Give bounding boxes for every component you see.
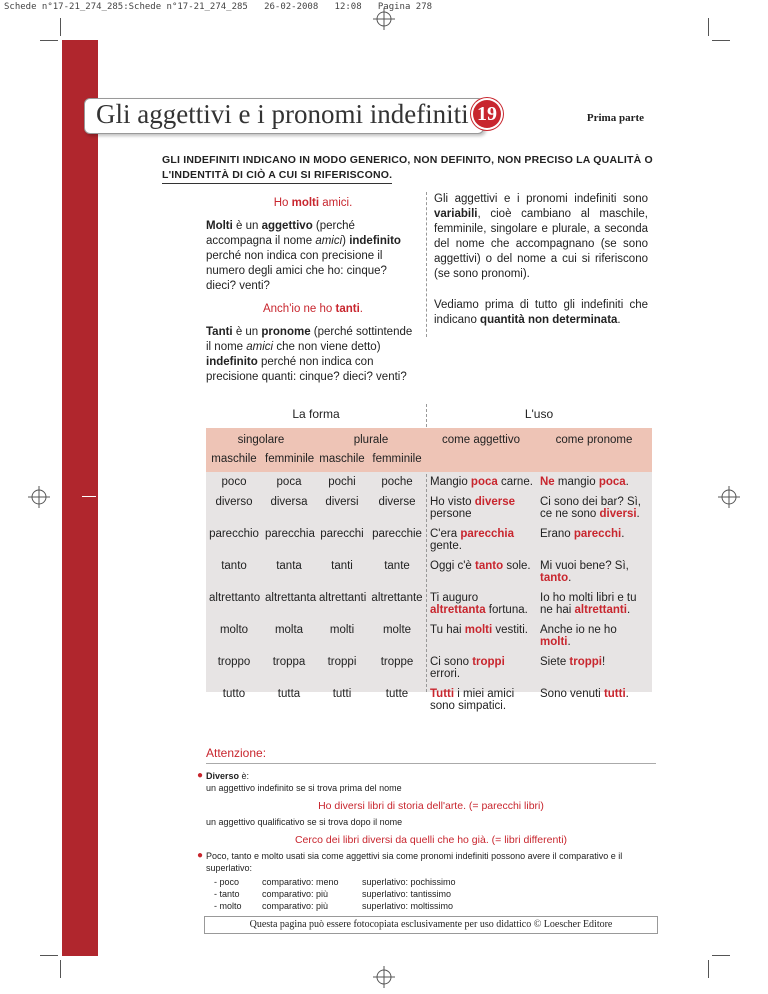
form-cell: parecchia: [265, 528, 315, 540]
form-cell: diverse: [378, 496, 416, 508]
gender-row-fill: [426, 452, 652, 472]
crop-mark: [60, 960, 61, 978]
table-row: [206, 472, 652, 492]
explanation-2: Tanti è un pronome (perché sottintende il nome amici che non viene detto) indefinito perché non indica con precisione quanti: cinque? dieci? venti?: [206, 326, 413, 383]
example-1: Ho molti amici.: [273, 197, 353, 209]
aggettivo-example: Oggi c'è tanto sole.: [430, 560, 531, 572]
form-cell: molti: [329, 624, 355, 636]
example-2: Anch'io ne ho tanti.: [262, 303, 363, 315]
form-cell: tanta: [276, 560, 302, 572]
table-body: [206, 472, 652, 716]
form-cell: troppi: [327, 656, 357, 668]
form-cell: tutto: [222, 688, 246, 700]
part-label: Prima parte: [586, 112, 644, 124]
registration-mark-icon: [373, 8, 395, 30]
form-line: - molto comparativo: più superlativo: moltissimo: [214, 901, 454, 911]
form-cell: poco: [221, 476, 247, 488]
column-divider: [426, 192, 427, 337]
page-title: Gli aggettivi e i pronomi indefiniti: [96, 99, 469, 129]
header-uso: L'uso: [524, 407, 554, 421]
rule-line-2: un aggettivo qualificativo se si trova dopo il nome: [206, 817, 403, 827]
aggettivo-example: Mangio poca carne.: [430, 476, 533, 488]
aggettivo-example: Ti auguro altrettanta fortuna.: [430, 592, 528, 616]
red-sidebar: [62, 40, 98, 956]
crop-mark: [40, 955, 58, 956]
footer-notice: Questa pagina può essere fotocopiata esclusivamente per uso didattico © Loescher Editore: [204, 916, 658, 934]
example-3: Ho diversi libri di storia dell'arte. (= parecchi libri): [318, 800, 544, 812]
form-cell: tanto: [221, 560, 247, 572]
table-row: [206, 588, 652, 620]
form-cell: poca: [276, 476, 302, 488]
paragraph-1: Gli aggettivi e i pronomi indefiniti sono variabili, cioè cambiano al maschile, femminile, singolare e plurale, a seconda del nome che accompagnano (se sono aggettivi) o del nome a cui si riferiscono (se sono pronomi).: [434, 193, 648, 280]
table-row: [206, 556, 652, 588]
bullet-icon: ●: [197, 770, 204, 781]
pronome-example: Erano parecchi.: [540, 528, 625, 540]
bullet-diverso: ● Diverso è: un aggettivo indefinito se si trova prima del nome Ho diversi libri di storia dell'arte. (= parecchi libri) un aggettivo qualificativo se si trova dopo il nome Cerco dei libri diversi da quelli che ho già. (= libri differenti): [206, 770, 656, 846]
form-cell: altrettante: [371, 592, 423, 604]
table-row: [206, 620, 652, 652]
form-cell: altrettanti: [319, 592, 367, 604]
form-cell: pochi: [328, 476, 356, 488]
table-row: [206, 492, 652, 524]
crop-mark: [712, 955, 730, 956]
print-header: Schede n°17-21_274_285:Schede n°17-21_274_285 26-02-2008 12:08 Pagina 278: [4, 2, 433, 12]
form-cell: diverso: [215, 496, 253, 508]
table-row: [206, 524, 652, 556]
attention-rule: [206, 763, 656, 764]
form-cell: parecchie: [372, 528, 422, 540]
crop-mark: [60, 18, 61, 36]
form-cell: poche: [381, 476, 413, 488]
form-cell: troppe: [380, 656, 414, 668]
pronome-example: Sono venuti tutti.: [540, 688, 629, 700]
aggettivo-example: Ho visto diverse persone: [430, 496, 516, 520]
gender-label: femminile: [262, 452, 316, 472]
form-cell: molte: [382, 624, 412, 636]
explanation-1: Molti è un aggettivo (perché accompagna il nome amici) indefinito perché non indica con precisione il numero degli amici che ho: cinque? dieci? venti?: [206, 220, 401, 292]
attention-title: Attenzione:: [206, 746, 267, 760]
form-cell: tanti: [331, 560, 353, 572]
example-4: Cerco dei libri diversi da quelli che ho già. (= libri differenti): [294, 834, 568, 846]
form-cell: molta: [274, 624, 304, 636]
forms-list: [214, 876, 656, 912]
pronome-example: Siete troppi!: [540, 656, 606, 668]
form-line: - poco comparativo: meno superlativo: pochissimo: [214, 877, 456, 887]
form-cell: diversi: [325, 496, 359, 508]
left-column: [206, 190, 420, 393]
gender-label: maschile: [206, 452, 262, 472]
attention-section: [197, 746, 656, 912]
crop-mark: [40, 40, 58, 41]
intro-text: GLI INDEFINITI INDICANO IN MODO GENERICO, NON DEFINITO, NON PRECISO LA QUALITÀ O L'INDENTITÀ DI CIÒ A CUI SI RIFERISCONO.: [162, 154, 653, 181]
header-come-pronome: come pronome: [536, 428, 652, 452]
gender-label: femminile: [368, 452, 426, 472]
aggettivo-example: Ci sono troppi errori.: [430, 656, 505, 680]
form-cell: diversa: [270, 496, 308, 508]
form-cell: troppa: [272, 656, 306, 668]
table-row: [206, 684, 652, 716]
header-come-aggettivo: come aggettivo: [426, 428, 536, 452]
registration-mark-icon: [718, 486, 740, 508]
gender-row: [206, 452, 652, 472]
header-plurale: plurale: [316, 428, 426, 452]
indefiniti-table: [206, 400, 652, 716]
paragraph-2: Vediamo prima di tutto gli indefiniti che indicano quantità non determinata.: [434, 299, 648, 326]
table-row: [206, 652, 652, 684]
pronome-example: Anche io ne ho molti.: [540, 624, 617, 648]
header-singolare: singolare: [206, 428, 316, 452]
aggettivo-example: C'era parecchia gente.: [430, 528, 515, 552]
form-cell: parecchi: [320, 528, 364, 540]
sidebar-mark: [82, 496, 96, 497]
registration-mark-icon: [373, 966, 395, 988]
table-header: [206, 400, 652, 428]
form-cell: parecchio: [209, 528, 259, 540]
pronome-example: Mi vuoi bene? Sì, tanto.: [540, 560, 629, 584]
header-forma: La forma: [292, 407, 340, 421]
bullet-icon: ●: [197, 850, 204, 861]
aggettivo-example: Tutti i miei amici sono simpatici.: [430, 688, 515, 712]
crop-mark: [708, 960, 709, 978]
bullet-comparativi: ● Poco, tanto e molto usati sia come aggettivi sia come pronomi indefiniti possono avere il comparativo e il superlativo: - poco comparativo: meno superlativo: pochissimo - tanto comparativo: più superlativo: tantissimo - molto comparativo: più superlativo: moltissimo: [206, 850, 656, 912]
form-cell: altrettanto: [209, 592, 261, 604]
chapter-badge: 19: [473, 100, 501, 128]
gender-label: maschile: [316, 452, 368, 472]
crop-mark: [708, 18, 709, 36]
form-cell: troppo: [217, 656, 251, 668]
form-cell: altrettanta: [265, 592, 317, 604]
crop-mark: [712, 40, 730, 41]
form-cell: tutte: [385, 688, 409, 700]
rule-line-1: un aggettivo indefinito se si trova prima del nome: [206, 783, 402, 793]
pronome-example: Ne mangio poca.: [540, 476, 629, 488]
subheader-row: [206, 428, 652, 452]
pronome-example: Ci sono dei bar? Sì, ce ne sono diversi.: [540, 496, 642, 520]
pronome-example: Io ho molti libri e tu ne hai altrettanti.: [540, 592, 637, 616]
right-column: [434, 192, 648, 344]
form-cell: molto: [219, 624, 249, 636]
intro-underline: [162, 183, 392, 184]
aggettivo-example: Tu hai molti vestiti.: [430, 624, 529, 636]
form-cell: tante: [384, 560, 410, 572]
form-line: - tanto comparativo: più superlativo: tantissimo: [214, 889, 452, 899]
form-cell: tutta: [277, 688, 301, 700]
form-cell: tutti: [332, 688, 352, 700]
registration-mark-icon: [28, 486, 50, 508]
